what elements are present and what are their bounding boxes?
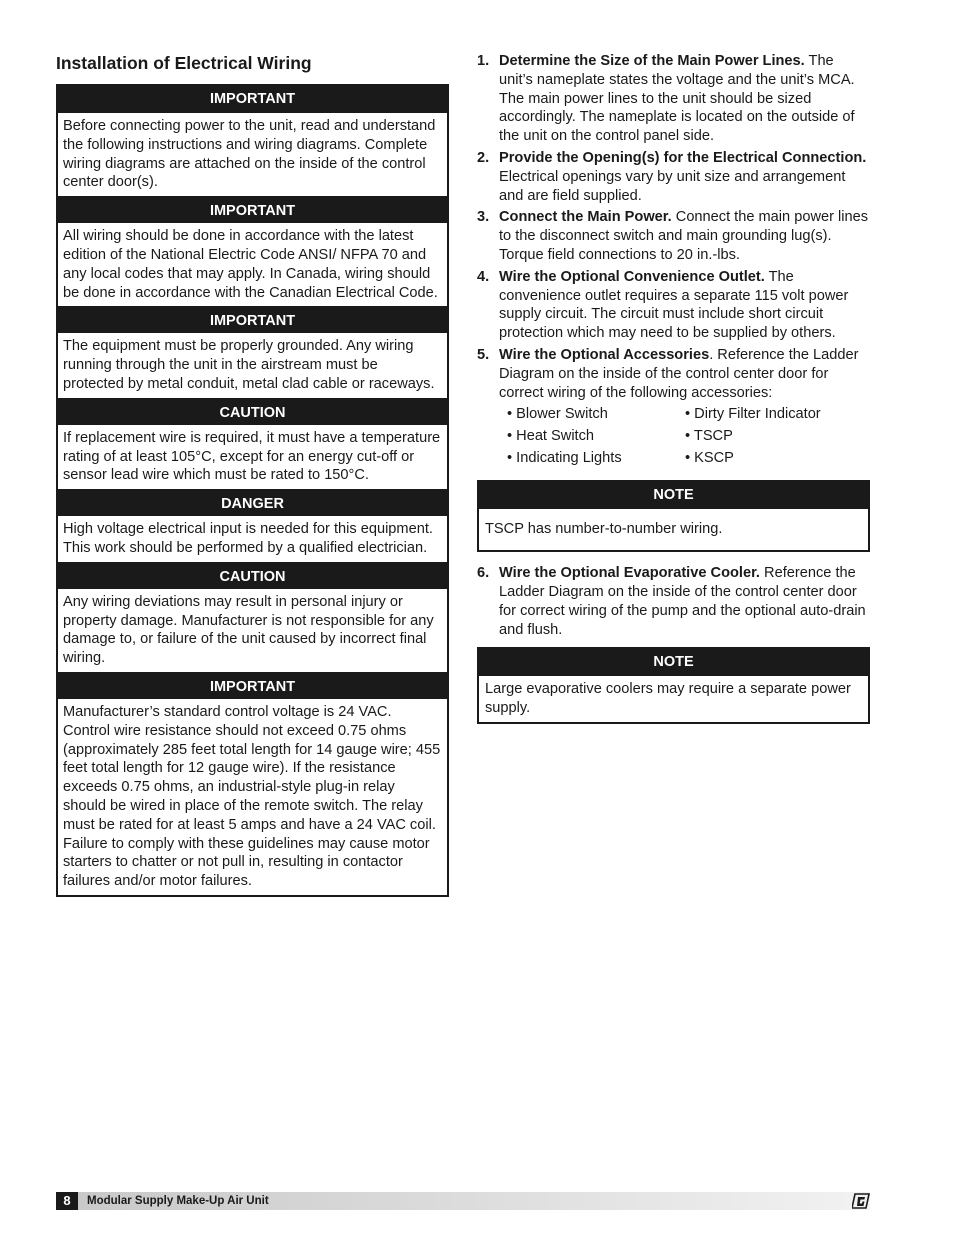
warning-label: IMPORTANT <box>58 672 447 699</box>
step-title: Connect the Main Power. <box>499 209 672 226</box>
danger-label: DANGER <box>58 489 447 516</box>
warning-text: All wiring should be done in accordance with the latest edition of the National Electric Code ANSI/ NFPA 70 and any local codes that may apply. In Canada, wiring should be done in accordance with the Canadian Electrical Code. <box>58 223 447 306</box>
step-number: 2. <box>477 149 490 166</box>
note-box <box>477 480 870 552</box>
greenheck-logo-icon <box>852 1193 870 1209</box>
warning-text: Manufacturer’s standard control voltage is 24 VAC. Control wire resistance should not exceed 0.75 ohms (approximately 285 feet total length for 14 gauge wire; 455 feet total length for 12 gauge wire). If the resistance exceeds 0.75 ohms, an industrial-style plug-in relay should be wired in place of the remote switch. The relay must be rated for at least 5 amps and have a 24 VAC coil. Failure to comply with these guidelines may cause motor starters to chatter or not pull in, resulting in contactor failures and/or motor failures. <box>58 699 447 895</box>
step-number: 4. <box>477 268 490 285</box>
warning-text: Before connecting power to the unit, read and understand the following instructions and wiring diagrams. Complete wiring diagrams are attached on the inside of the control center door(s). <box>58 113 447 196</box>
step-text: Electrical openings vary by unit size and arrangement and are field supplied. <box>499 168 846 204</box>
accessory-item: • KSCP <box>685 450 734 467</box>
left-column <box>56 52 449 897</box>
warnings-box <box>56 84 449 897</box>
page-number: 8 <box>56 1192 78 1210</box>
step-item <box>477 52 870 146</box>
step-text: Reference the Ladder Diagram on the inside of the control center door for correct wiring of the pump and the optional auto-drain and flush. <box>499 565 866 638</box>
step-number: 1. <box>477 53 490 69</box>
accessory-item: • Dirty Filter Indicator <box>685 406 821 423</box>
section-title: Installation of Electrical Wiring <box>56 53 312 73</box>
step-item <box>477 268 870 343</box>
accessory-item: • Heat Switch <box>507 428 595 445</box>
danger-text: High voltage electrical input is needed for this equipment. This work should be performed by a qualified electrician. <box>58 516 447 562</box>
note-label: NOTE <box>479 649 868 676</box>
step-title: Provide the Opening(s) for the Electrical Connection. <box>499 149 867 166</box>
caution-text: Any wiring deviations may result in personal injury or property damage. Manufacturer is not responsible for any damage to, or failure of the unit caused by incorrect final wiring. <box>58 589 447 672</box>
step-item <box>477 208 870 264</box>
right-column <box>477 52 870 736</box>
caution-text: If replacement wire is required, it must have a temperature rating of at least 105°C, except for an energy cut-off or sensor lead wire which must be rated to 150°C. <box>58 425 447 489</box>
caution-label: CAUTION <box>58 562 447 589</box>
step-number: 6. <box>477 565 490 582</box>
step-item <box>477 149 870 205</box>
page-footer <box>56 1192 870 1210</box>
warning-label: IMPORTANT <box>58 306 447 333</box>
accessory-item: • TSCP <box>685 428 733 445</box>
accessory-item: • Indicating Lights <box>507 450 622 467</box>
step-number: 5. <box>477 346 490 363</box>
warning-label: IMPORTANT <box>58 86 447 113</box>
note-text: TSCP has number-to-number wiring. <box>485 521 723 538</box>
accessories-list <box>477 405 870 468</box>
warning-label: IMPORTANT <box>58 196 447 223</box>
footer-title: Modular Supply Make-Up Air Unit <box>87 1195 269 1207</box>
step-title: Determine the Size of the Main Power Lines. <box>499 53 805 69</box>
accessory-item: • Blower Switch <box>507 406 608 423</box>
note-box <box>477 647 870 724</box>
step-item <box>477 564 870 639</box>
step-text: The unit’s nameplate states the voltage and the unit’s MCA. The main power lines to the unit should be sized accordingly. The nameplate is located on the outside of the unit on the control panel side. <box>499 53 855 145</box>
step-title: Wire the Optional Convenience Outlet. <box>499 268 765 285</box>
step-text: The convenience outlet requires a separate 115 volt power supply circuit. The circuit must include short circuit protection which may need to be supplied by others. <box>499 268 849 342</box>
step-title: Wire the Optional Accessories <box>499 346 710 363</box>
step-item <box>477 346 870 402</box>
caution-label: CAUTION <box>58 398 447 425</box>
step-text: . Reference the Ladder Diagram on the inside of the control center door for correct wiring of the following accessories: <box>499 346 859 401</box>
warning-text: The equipment must be properly grounded. Any wiring running through the unit in the airstream must be protected by metal conduit, metal clad cable or raceways. <box>58 333 447 397</box>
step-text: Connect the main power lines to the disconnect switch and main grounding lug(s). Torque field connections to 20 in.-lbs. <box>499 209 869 263</box>
step-number: 3. <box>477 209 490 226</box>
note-text: Large evaporative coolers may require a separate power supply. <box>485 681 851 717</box>
step-title: Wire the Optional Evaporative Cooler. <box>499 565 760 582</box>
note-label: NOTE <box>479 482 868 509</box>
